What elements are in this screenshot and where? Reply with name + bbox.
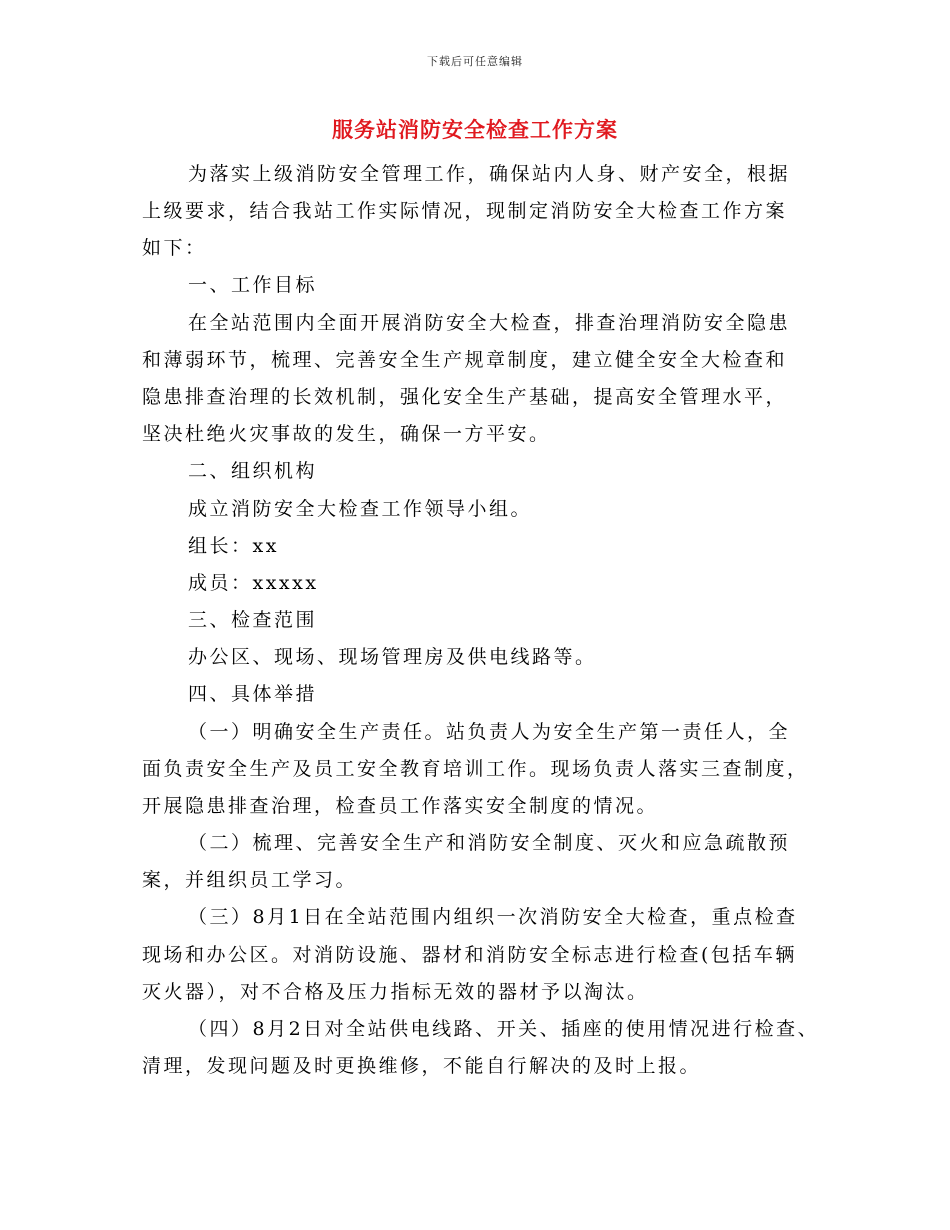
paragraph-line: 和薄弱环节，梳理、完善安全生产规章制度，建立健全安全大检查和 [142, 349, 788, 371]
paragraph-line: （四）8月2日对全站供电线路、开关、插座的使用情况进行检查、 [188, 1018, 820, 1040]
section-heading: 二、组织机构 [188, 460, 318, 482]
paragraph-line: 面负责安全生产及员工安全教育培训工作。现场负责人落实三查制度， [142, 758, 809, 780]
paragraph-line: 成立消防安全大检查工作领导小组。 [188, 498, 533, 520]
paragraph-line: （一）明确安全生产责任。站负责人为安全生产第一责任人，全 [188, 721, 791, 743]
paragraph-line: 如下： [142, 237, 207, 259]
paragraph-line: 坚决杜绝火灾事故的发生，确保一方平安。 [142, 423, 551, 445]
paragraph-line: 隐患排查治理的长效机制，强化安全生产基础，提高安全管理水平， [142, 386, 788, 408]
section-heading: 三、检查范围 [188, 609, 318, 631]
section-heading: 四、具体举措 [188, 683, 318, 705]
paragraph-line: （三）8月1日在全站范围内组织一次消防安全大检查，重点检查 [188, 906, 798, 928]
paragraph-line: （二）梳理、完善安全生产和消防安全制度、灭火和应急疏散预 [188, 832, 791, 854]
paragraph-line: 在全站范围内全面开展消防安全大检查，排查治理消防安全隐患 [188, 312, 791, 334]
document-title: 服务站消防安全检查工作方案 [332, 117, 618, 142]
section-heading: 一、工作目标 [188, 274, 318, 296]
paragraph-line: 案，并组织员工学习。 [142, 869, 358, 891]
paragraph-line: 成员：xxxxx [188, 572, 319, 594]
paragraph-line: 为落实上级消防安全管理工作，确保站内人身、财产安全，根据 [188, 163, 791, 185]
paragraph-line: 上级要求，结合我站工作实际情况，现制定消防安全大检查工作方案 [142, 200, 788, 222]
paragraph-line: 组长：xx [188, 535, 279, 557]
paragraph-line: 开展隐患排查治理，检查员工作落实安全制度的情况。 [142, 795, 659, 817]
paragraph-line: 现场和办公区。对消防设施、器材和消防安全标志进行检查(包括车辆 [142, 944, 797, 966]
paragraph-line: 办公区、现场、现场管理房及供电线路等。 [188, 646, 597, 668]
header-note: 下载后可任意编辑 [427, 55, 523, 68]
paragraph-line: 灭火器），对不合格及压力指标无效的器材予以淘汰。 [142, 981, 649, 1003]
paragraph-line: 清理，发现问题及时更换维修，不能自行解决的及时上报。 [142, 1055, 702, 1077]
